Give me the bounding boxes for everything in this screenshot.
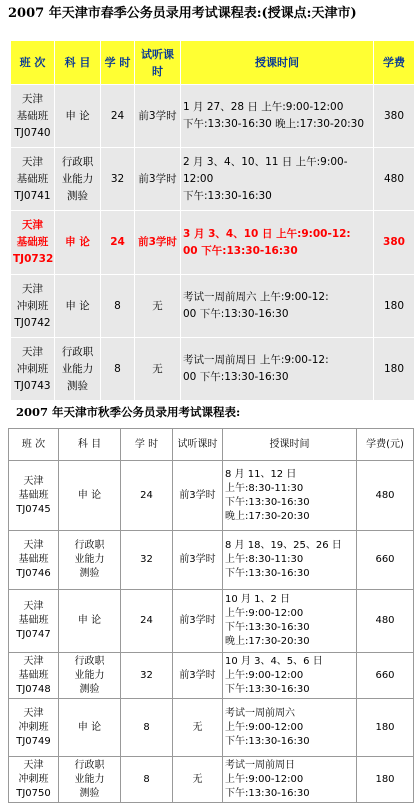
subject-cell-line: 申 论 (65, 299, 90, 312)
trial-cell: 前3学时 (173, 590, 223, 653)
class-cell (9, 461, 59, 531)
hours-cell: 24 (121, 461, 173, 531)
fee-cell: 180 (374, 275, 415, 338)
subject-cell (59, 653, 121, 699)
subject-cell (59, 531, 121, 590)
subject-cell (55, 338, 101, 401)
time-cell-line: 晚上:17:30-20:30 (225, 510, 310, 522)
subject-cell-line: 申 论 (65, 109, 90, 122)
subject-cell-line: 业能力 (74, 669, 105, 681)
class-cell-line: TJ0741 (14, 189, 51, 202)
class-cell-line: 天津 (22, 282, 43, 295)
class-cell (11, 85, 55, 148)
subject-cell-line: 业能力 (61, 362, 94, 375)
trial-cell: 前3学时 (173, 653, 223, 699)
spring-header-row (11, 41, 415, 85)
class-cell (9, 757, 59, 803)
time-cell-line: 10 月 1、2 日 (225, 594, 290, 605)
time-cell-line: 8 月 18、19、25、26 日 (225, 540, 342, 551)
class-cell-line: 基础班 (18, 669, 49, 681)
subject-cell (55, 211, 101, 275)
hours-cell: 32 (121, 653, 173, 699)
time-cell-line: 下午:13:30-16:30 (225, 622, 310, 633)
hours-cell: 8 (101, 275, 135, 338)
fee-cell: 380 (374, 85, 415, 148)
header-class: 班 次 (11, 41, 55, 85)
subject-cell (55, 85, 101, 148)
fee-cell: 380 (374, 211, 415, 275)
table-row (9, 699, 414, 757)
time-cell (223, 757, 357, 803)
time-cell-line: 10 月 3、4、5、6 日 (225, 655, 323, 667)
subject-cell-line: 测验 (79, 568, 100, 579)
subject-cell-line: 业能力 (61, 172, 94, 185)
header-time: 授课时间 (223, 429, 357, 461)
time-cell (181, 148, 374, 211)
time-cell-line: 下午:13:30-16:30 晚上:17:30-20:30 (183, 118, 365, 130)
class-cell-line: 天津 (23, 655, 44, 667)
trial-cell: 无 (173, 699, 223, 757)
header-subject: 科 目 (55, 41, 101, 85)
trial-cell: 前3学时 (173, 461, 223, 531)
time-cell-line: 考试一周前周六 上午:9:00-12: (183, 291, 329, 303)
time-cell-line: 下午:13:30-16:30 (225, 496, 310, 508)
time-cell-line: 上午:9:00-12:00 (225, 669, 304, 681)
class-cell-line: TJ0749 (16, 735, 51, 747)
time-cell-line: 下午:13:30-16:30 (225, 568, 310, 579)
class-cell-line: TJ0747 (16, 629, 51, 640)
time-cell-line: 8 月 11、12 日 (225, 468, 297, 480)
hours-cell: 24 (101, 85, 135, 148)
header-time: 授课时间 (181, 41, 374, 85)
class-cell-line: 冲刺班 (16, 299, 49, 312)
header-trial: 试听课时 (173, 429, 223, 461)
time-cell (181, 85, 374, 148)
hours-cell: 32 (101, 148, 135, 211)
trial-cell: 无 (173, 757, 223, 803)
fee-cell: 660 (357, 653, 414, 699)
time-cell (181, 211, 374, 275)
time-cell-line: 1 月 27、28 日 上午:9:00-12:00 (183, 101, 344, 113)
class-cell-line: TJ0746 (16, 568, 51, 579)
table-row (9, 461, 414, 531)
class-cell-line: 天津 (23, 759, 44, 771)
autumn-title: 2007 年天津市秋季公务员录用考试课程表: (16, 405, 241, 419)
subject-cell-line: 申 论 (77, 615, 102, 626)
class-cell-line: 天津 (23, 707, 44, 719)
spring-title: 2007 年天津市春季公务员录用考试课程表:(授课点:天津市) (8, 6, 357, 21)
subject-cell (59, 461, 121, 531)
fee-cell: 480 (374, 148, 415, 211)
header-fee: 学费 (374, 41, 415, 85)
subject-cell (59, 699, 121, 757)
time-cell-line: 上午:8:30-11:30 (225, 554, 304, 565)
class-cell-line: 天津 (23, 475, 44, 487)
class-cell-line: TJ0745 (16, 503, 51, 515)
subject-cell-line: 申 论 (77, 489, 102, 501)
trial-cell: 无 (135, 338, 181, 401)
class-cell-line: TJ0732 (13, 253, 54, 265)
table-row (11, 211, 415, 275)
class-cell-line: 基础班 (16, 172, 49, 185)
subject-cell-line: 测验 (79, 683, 100, 695)
class-cell (9, 531, 59, 590)
subject-cell-line: 业能力 (74, 554, 105, 565)
subject-cell-line: 申 论 (65, 236, 90, 248)
time-cell-line: 考试一周前周六 (225, 707, 295, 719)
time-cell-line: 上午:8:30-11:30 (225, 482, 304, 494)
class-cell-line: TJ0740 (14, 126, 51, 139)
table-row (9, 757, 414, 803)
class-cell (11, 338, 55, 401)
subject-cell-line: 测验 (67, 379, 88, 392)
hours-cell: 24 (121, 590, 173, 653)
time-cell-line: 下午:13:30-16:30 (183, 189, 272, 202)
subject-cell-line: 测验 (67, 189, 88, 202)
hours-cell: 8 (101, 338, 135, 401)
header-hours: 学 时 (121, 429, 173, 461)
subject-cell (55, 275, 101, 338)
table-row (11, 148, 415, 211)
class-cell (11, 211, 55, 275)
class-cell-line: 基础班 (18, 554, 49, 565)
subject-cell-line: 行政职 (74, 759, 105, 771)
table-row (11, 275, 415, 338)
autumn-schedule-table (8, 428, 414, 803)
fee-cell: 180 (357, 757, 414, 803)
subject-cell-line: 行政职 (61, 345, 94, 358)
time-cell-line: 3 月 3、4、10 日 上午:9:00-12: (183, 227, 351, 240)
hours-cell: 32 (121, 531, 173, 590)
class-cell-line: 冲刺班 (16, 362, 49, 375)
class-cell-line: 天津 (23, 540, 44, 551)
time-cell (223, 461, 357, 531)
table-row (9, 531, 414, 590)
time-cell-line: 上午:9:00-12:00 (225, 773, 304, 785)
hours-cell: 8 (121, 757, 173, 803)
class-cell (9, 699, 59, 757)
time-cell-line: 上午:9:00-12:00 (225, 721, 304, 733)
time-cell (223, 699, 357, 757)
table-row (9, 653, 414, 699)
subject-cell-line: 行政职 (74, 540, 105, 551)
table-row (11, 85, 415, 148)
subject-cell-line: 业能力 (74, 773, 105, 785)
autumn-header-row (9, 429, 414, 461)
class-cell-line: 基础班 (18, 489, 49, 501)
time-cell-line: 00 下午:13:30-16:30 (183, 371, 289, 383)
time-cell-line: 上午:9:00-12:00 (225, 608, 304, 619)
class-cell-line: TJ0742 (14, 316, 51, 329)
subject-cell (59, 590, 121, 653)
class-cell (11, 148, 55, 211)
time-cell (223, 590, 357, 653)
time-cell-line: 考试一周前周日 上午:9:00-12: (183, 354, 329, 366)
class-cell-line: 天津 (22, 219, 43, 231)
table-row (9, 590, 414, 653)
table-row (11, 338, 415, 401)
fee-cell: 480 (357, 461, 414, 531)
time-cell (223, 653, 357, 699)
spring-schedule-table (10, 40, 415, 401)
class-cell-line: 天津 (22, 155, 43, 168)
time-cell-line: 考试一周前周日 (225, 759, 295, 771)
fee-cell: 660 (357, 531, 414, 590)
header-class: 班 次 (9, 429, 59, 461)
time-cell-line: 00 下午:13:30-16:30 (183, 244, 298, 257)
hours-cell: 8 (121, 699, 173, 757)
time-cell (181, 338, 374, 401)
class-cell-line: 基础班 (18, 615, 49, 626)
time-cell (181, 275, 374, 338)
fee-cell: 480 (357, 590, 414, 653)
class-cell-line: TJ0748 (16, 683, 51, 695)
time-cell-line: 00 下午:13:30-16:30 (183, 308, 289, 320)
header-trial: 试听课时 (135, 41, 181, 85)
class-cell-line: 天津 (23, 601, 44, 612)
hours-cell: 24 (101, 211, 135, 275)
fee-cell: 180 (374, 338, 415, 401)
header-hours: 学 时 (101, 41, 135, 85)
header-fee: 学费(元) (357, 429, 414, 461)
trial-cell: 前3学时 (135, 85, 181, 148)
class-cell-line: 冲刺班 (18, 773, 49, 785)
trial-cell: 前3学时 (173, 531, 223, 590)
class-cell (11, 275, 55, 338)
class-cell-line: 天津 (22, 345, 43, 358)
subject-cell (59, 757, 121, 803)
fee-cell: 180 (357, 699, 414, 757)
trial-cell: 无 (135, 275, 181, 338)
time-cell-line: 下午:13:30-16:30 (225, 787, 310, 799)
time-cell-line: 下午:13:30-16:30 (225, 735, 310, 747)
header-subject: 科 目 (59, 429, 121, 461)
subject-cell-line: 行政职 (61, 155, 94, 168)
trial-cell: 前3学时 (135, 211, 181, 275)
time-cell-line: 晚上:17:30-20:30 (225, 636, 310, 647)
trial-cell: 前3学时 (135, 148, 181, 211)
time-cell-line: 下午:13:30-16:30 (225, 683, 310, 695)
class-cell-line: TJ0750 (16, 787, 51, 799)
class-cell (9, 590, 59, 653)
subject-cell (55, 148, 101, 211)
time-cell-line: 2 月 3、4、10、11 日 上午:9:00-12:00 (183, 155, 348, 185)
time-cell (223, 531, 357, 590)
class-cell-line: 基础班 (16, 109, 49, 122)
class-cell-line: 基础班 (16, 236, 49, 248)
class-cell-line: 天津 (22, 92, 43, 105)
subject-cell-line: 申 论 (77, 721, 102, 733)
class-cell-line: 冲刺班 (18, 721, 49, 733)
class-cell-line: TJ0743 (14, 379, 51, 392)
class-cell (9, 653, 59, 699)
subject-cell-line: 行政职 (74, 655, 105, 667)
subject-cell-line: 测验 (79, 787, 100, 799)
